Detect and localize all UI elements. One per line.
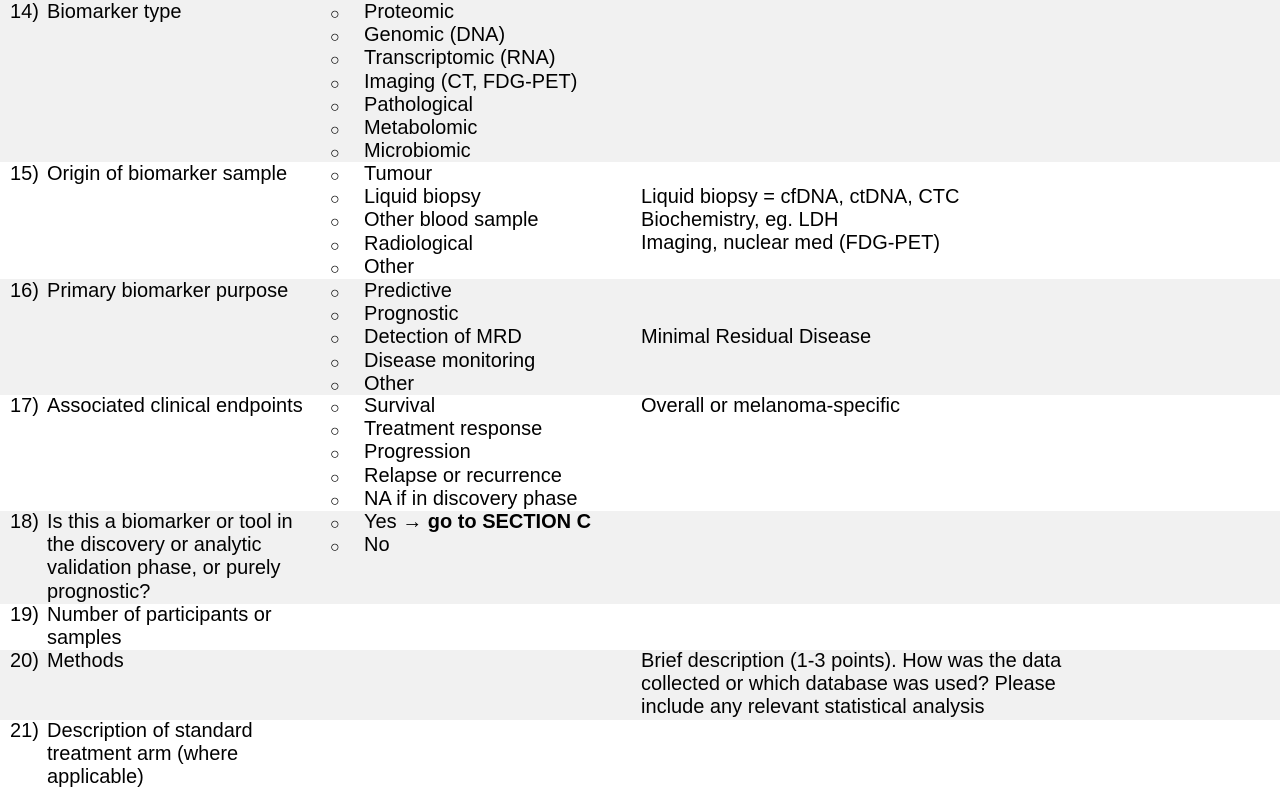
radio-circle-icon[interactable]: ○ xyxy=(330,52,340,70)
radio-circle-icon[interactable]: ○ xyxy=(330,214,340,232)
question-label: Methods xyxy=(47,650,124,672)
radio-circle-icon[interactable]: ○ xyxy=(330,446,340,464)
radio-circle-icon[interactable]: ○ xyxy=(330,400,340,417)
question-label: Biomarker type xyxy=(47,1,182,23)
guidance-notes xyxy=(641,326,1081,349)
guidance-note: Liquid biopsy = cfDNA, ctDNA, CTC xyxy=(641,186,960,208)
question-label: Is this a biomarker or tool in the discovery or analytic validation phase, or purely prognostic? xyxy=(47,511,293,603)
radio-circle-icon[interactable]: ○ xyxy=(330,98,340,116)
radio-circle-icon[interactable]: ○ xyxy=(330,145,340,163)
question-number: 20) xyxy=(10,650,39,672)
radio-circle-icon[interactable]: ○ xyxy=(330,75,340,93)
arrow-right-icon: → xyxy=(402,511,423,533)
question-number: 17) xyxy=(10,395,39,417)
radio-circle-icon[interactable]: ○ xyxy=(330,539,340,557)
question-label: Associated clinical endpoints xyxy=(47,395,303,417)
question-label: Number of participants or samples xyxy=(47,604,272,650)
question-label: Origin of biomarker sample xyxy=(47,163,288,185)
radio-circle-icon[interactable]: ○ xyxy=(330,331,340,349)
radio-circle-icon[interactable]: ○ xyxy=(330,423,340,441)
form-row-17: 17) Associated clinical endpoints ○ Survival ○ Treatment response ○ Progression ○ Relapse or recurrence ○ NA if in discovery phase Overall or melanoma-specific xyxy=(0,395,1280,511)
question-number: 18) xyxy=(10,511,39,533)
question-number: 14) xyxy=(10,1,39,23)
guidance-note: Minimal Residual Disease xyxy=(641,326,872,348)
form-row-15: 15) Origin of biomarker sample ○ Tumour ○ Liquid biopsy ○ Other blood sample ○ Radiological ○ Other Liquid biopsy = cfDNA, ctDNA, CTC Biochemistry, eg. LDH Imaging, nuclear med (FDG-PET) xyxy=(0,162,1280,279)
question-number: 19) xyxy=(10,604,39,626)
radio-circle-icon[interactable]: ○ xyxy=(330,492,340,510)
radio-circle-icon[interactable]: ○ xyxy=(330,516,340,533)
guidance-notes: Brief description (1-3 points). How was the data collected or which database was used? Please include any relevant statistical analysis xyxy=(641,650,1062,719)
guidance-notes xyxy=(641,395,1081,418)
radio-circle-icon[interactable]: ○ xyxy=(330,354,340,372)
radio-circle-icon[interactable]: ○ xyxy=(330,377,340,395)
form-row-16: 16) Primary biomarker purpose ○ Predictive ○ Prognostic ○ Detection of MRD ○ Disease monitoring ○ Other Minimal Residual Disease xyxy=(0,279,1280,395)
radio-circle-icon[interactable]: ○ xyxy=(330,237,340,255)
form-row-18: 18) Is this a biomarker or tool in the discovery or analytic validation phase, or purely prognostic? ○ Yes → go to SECTION C ○ No xyxy=(0,511,1280,604)
radio-circle-icon[interactable]: ○ xyxy=(330,168,340,185)
question-number: 21) xyxy=(10,720,39,742)
question-label: Primary biomarker purpose xyxy=(47,280,289,302)
radio-circle-icon[interactable]: ○ xyxy=(330,6,340,23)
radio-circle-icon[interactable]: ○ xyxy=(330,260,340,278)
radio-circle-icon[interactable]: ○ xyxy=(330,285,340,302)
radio-circle-icon[interactable]: ○ xyxy=(330,121,340,139)
question-number: 16) xyxy=(10,280,39,302)
guidance-notes xyxy=(641,186,1081,256)
guidance-note: Biochemistry, eg. LDH xyxy=(641,209,839,232)
guidance-note: Imaging, nuclear med (FDG-PET) xyxy=(641,232,940,255)
form-row-20 xyxy=(0,650,1280,720)
form-row-21 xyxy=(0,720,1280,789)
radio-circle-icon[interactable]: ○ xyxy=(330,191,340,209)
question-label: Description of standard treatment arm (where applicable) xyxy=(47,720,253,789)
question-number: 15) xyxy=(10,163,39,185)
option-yes-label: Yes xyxy=(364,511,397,533)
form-row-19 xyxy=(0,604,1280,650)
radio-circle-icon[interactable]: ○ xyxy=(330,308,340,326)
radio-circle-icon[interactable]: ○ xyxy=(330,29,340,47)
guidance-note: Overall or melanoma-specific xyxy=(641,395,900,417)
radio-circle-icon[interactable]: ○ xyxy=(330,469,340,487)
goto-section-instruction: go to SECTION C xyxy=(427,511,592,533)
form-row-14: 14) Biomarker type ○ Proteomic ○ Genomic (DNA) ○ Transcriptomic (RNA) ○ Imaging (CT, FDG-PET) ○ Pathological ○ Metabolomic ○ Microbiomic xyxy=(0,0,1280,162)
